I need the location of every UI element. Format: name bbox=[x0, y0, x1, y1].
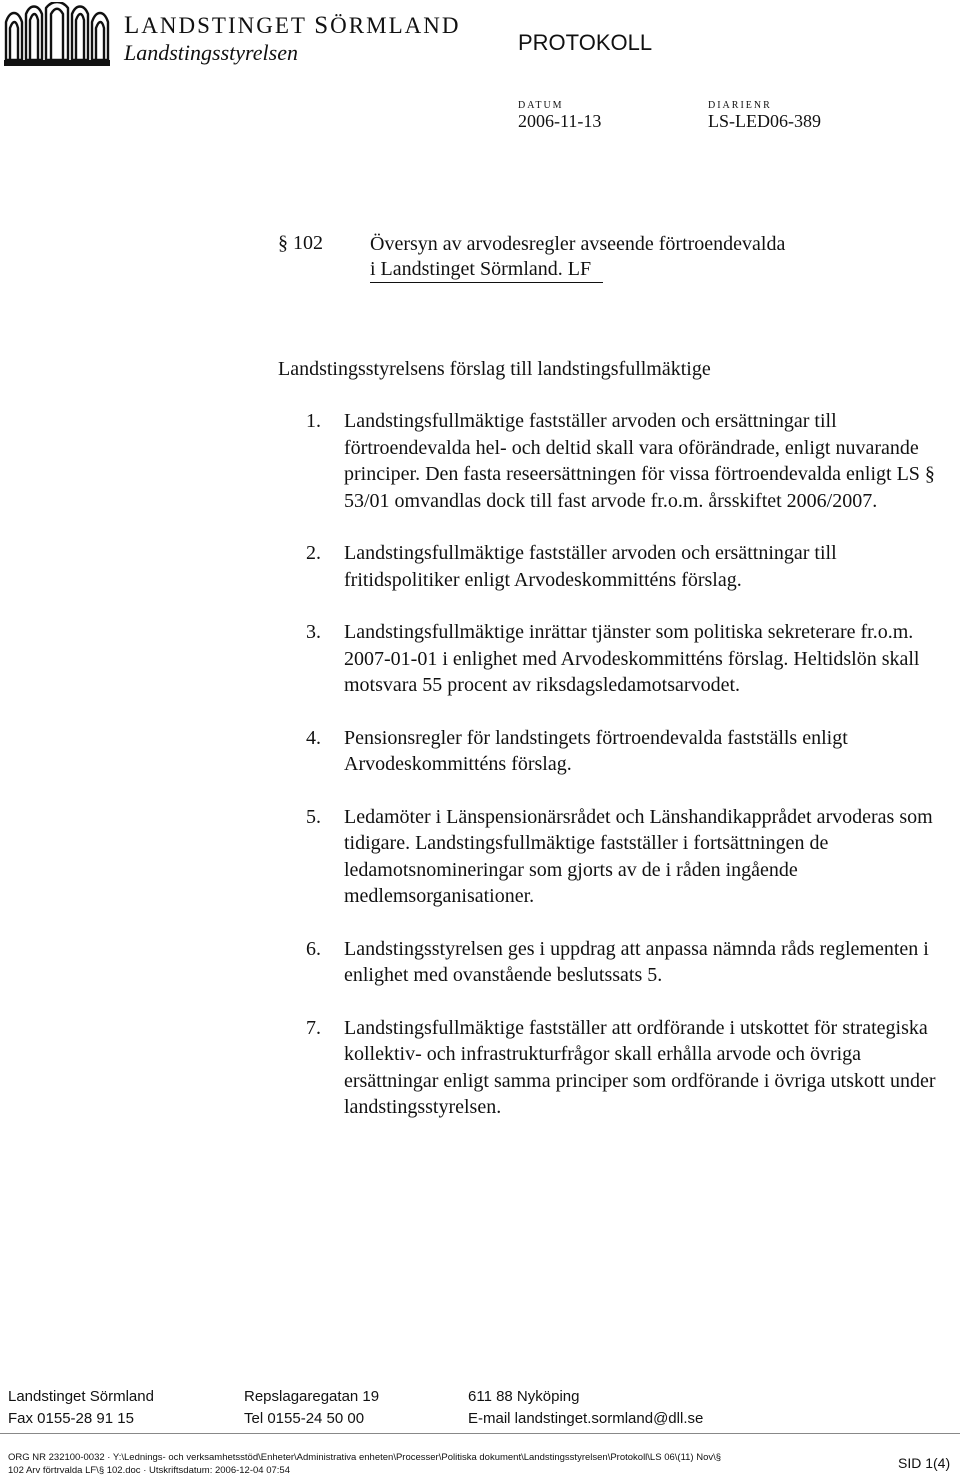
section-title-line1: Översyn av arvodesregler avseende förtroendevalda bbox=[370, 233, 786, 255]
diarie-label: DIARIENR bbox=[708, 100, 772, 111]
list-item bbox=[0, 936, 960, 989]
footer-fax: Fax 0155-28 91 15 bbox=[8, 1410, 134, 1427]
item-text: Landstingsstyrelsen ges i uppdrag att anpassa nämnda råds reglementen i enlighet med ovanstående beslutssats 5. bbox=[344, 937, 929, 986]
proposal-heading: Landstingsstyrelsens förslag till landstingsfullmäktige bbox=[278, 358, 711, 380]
item-number: 1. bbox=[306, 410, 321, 432]
org-name-initial-2: S bbox=[314, 12, 331, 39]
footer-tel: Tel 0155-24 50 00 bbox=[244, 1410, 365, 1427]
item-number: 4. bbox=[306, 726, 321, 749]
footer-email: E-mail landstinget.sormland@dll.se bbox=[468, 1410, 704, 1427]
footer-postal: 611 88 Nyköping bbox=[468, 1388, 580, 1405]
item-number: 3. bbox=[306, 621, 321, 643]
list-item bbox=[0, 619, 960, 699]
item-number: 6. bbox=[306, 937, 321, 960]
landstinget-logo bbox=[2, 2, 114, 68]
item-number: 2. bbox=[306, 542, 321, 564]
organization-name bbox=[124, 12, 460, 40]
section-title bbox=[370, 232, 785, 283]
date-value: 2006-11-13 bbox=[518, 111, 602, 131]
list-item bbox=[0, 1015, 960, 1121]
footer-path-line2: 102 Arv förtrvalda LF\§ 102.doc · Utskriftsdatum: 2006-12-04 07:54 bbox=[8, 1465, 290, 1476]
page-number: SID 1(4) bbox=[898, 1455, 951, 1471]
item-text: Ledamöter i Länspensionärsrådet och Länshandikapprådet arvoderas som tidigare. Landstingsfullmäktige fastställer i fortsättningen de ledamotsnomineringar som gjorts av de i råden ingående medlemsorganisationer. bbox=[344, 805, 933, 907]
item-number: 5. bbox=[306, 805, 321, 828]
section-number bbox=[278, 232, 323, 255]
diarie-value: LS-LED06-389 bbox=[708, 111, 821, 131]
footer-divider bbox=[0, 1433, 960, 1434]
org-name-rest-1: ANDSTINGET bbox=[141, 13, 315, 38]
item-text: Landstingsfullmäktige fastställer arvoden och ersättningar till förtroendevalda hel- och deltid skall vara oförändrade, enligt nuvarande principer. Den fasta reseersättningen för vissa förtroendevalda enligt LS § 53/01 omvandlas dock till fast arvode fr.o.m. årsskiftet 2006/2007. bbox=[344, 410, 935, 512]
date-label: DATUM bbox=[518, 100, 564, 111]
section-number-value: 102 bbox=[293, 232, 323, 254]
org-name-rest-2: ÖRMLAND bbox=[330, 13, 461, 38]
list-item bbox=[0, 804, 960, 910]
paragraph-sign: § bbox=[278, 232, 288, 254]
item-number: 7. bbox=[306, 1016, 321, 1039]
section-title-line2: i Landstinget Sörmland. LF bbox=[370, 257, 603, 283]
document-type: PROTOKOLL bbox=[518, 30, 653, 55]
org-name-initial-1: L bbox=[124, 12, 142, 39]
footer-org: Landstinget Sörmland bbox=[8, 1388, 154, 1405]
item-text: Pensionsregler för landstingets förtroendevalda fastställs enligt Arvodeskommitténs förslag. bbox=[344, 726, 848, 775]
item-text: Landstingsfullmäktige fastställer att ordförande i utskottet för strategiska kollektiv- och infrastrukturfrågor skall erhålla arvode och övriga ersättningar enligt samma principer som ordförande i övriga utskott under landstingsstyrelsen. bbox=[344, 1016, 936, 1118]
list-item bbox=[0, 408, 960, 514]
proposal-items bbox=[0, 408, 960, 1147]
organization-subtitle: Landstingsstyrelsen bbox=[124, 40, 298, 65]
list-item bbox=[0, 725, 960, 778]
item-text: Landstingsfullmäktige inrättar tjänster som politiska sekreterare fr.o.m. 2007-01-01 i enlighet med Arvodeskommitténs förslag. Heltidslön skall motsvara 55 procent av riksdagsledamotsarvodet. bbox=[344, 621, 920, 696]
footer-path-line1: ORG NR 232100-0032 · Y:\Lednings- och verksamhetsstöd\Enheter\Administrativa enheten\Processer\Politiska dokument\Landstingsstyrelsen\Protokoll\LS 06\(11) Nov\§ bbox=[8, 1452, 722, 1463]
item-text: Landstingsfullmäktige fastställer arvoden och ersättningar till fritidspolitiker enligt Arvodeskommitténs förslag. bbox=[344, 542, 837, 591]
list-item bbox=[0, 540, 960, 593]
footer-street: Repslagaregatan 19 bbox=[244, 1388, 380, 1405]
